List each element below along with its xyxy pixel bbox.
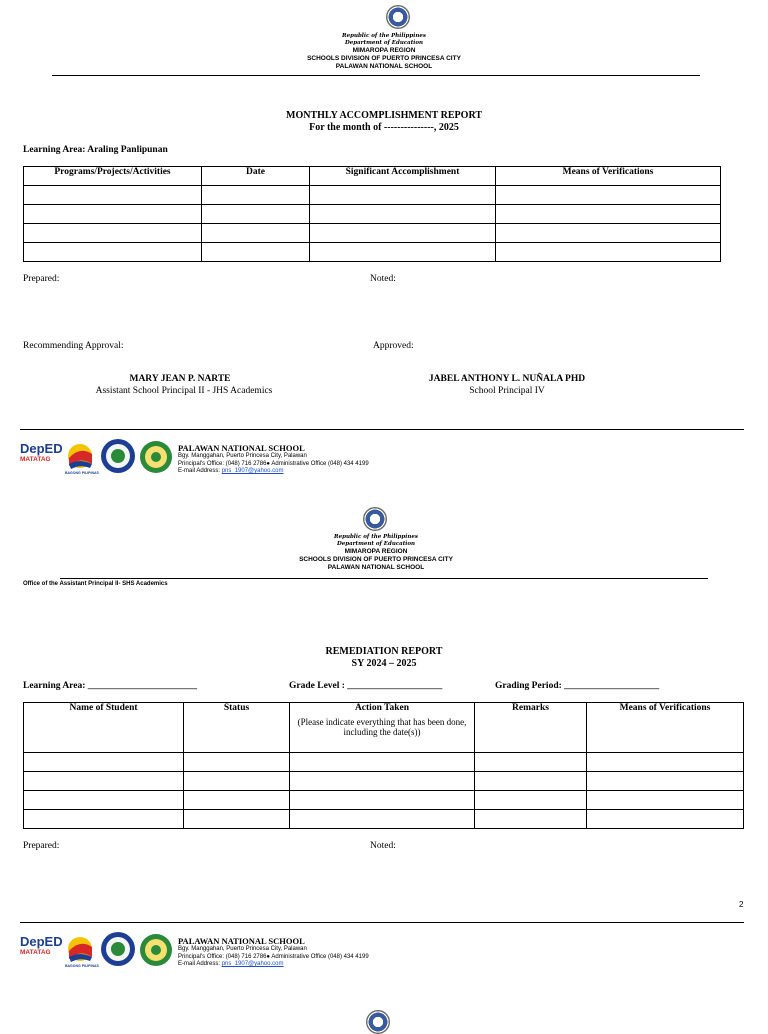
deped-logo — [20, 442, 63, 464]
table-cell[interactable] — [496, 186, 721, 205]
noted-label-2: Noted: — [370, 841, 396, 851]
table-cell[interactable] — [587, 753, 744, 772]
school-line: PALAWAN NATIONAL SCHOOL — [335, 63, 433, 70]
deped-seal-icon-2 — [363, 507, 387, 531]
table-cell[interactable] — [496, 243, 721, 262]
col-accomplishment: Significant Accomplishment — [310, 167, 496, 186]
table-cell[interactable] — [202, 186, 310, 205]
grading-period-field[interactable]: Grading Period: ____________________ — [495, 681, 660, 691]
region-line-2: MIMAROPA REGION — [344, 548, 408, 555]
table-row — [24, 753, 744, 772]
deped-seal-icon-3 — [366, 1010, 390, 1034]
table-cell[interactable] — [475, 791, 587, 810]
table-cell[interactable] — [24, 224, 202, 243]
col-action-label: Action Taken — [354, 703, 410, 713]
school-seal-icon — [139, 440, 173, 474]
table-row — [24, 243, 721, 262]
matatag-logo-text: MATATAG — [20, 456, 51, 463]
school-seal-icon-2 — [139, 933, 173, 967]
table-cell[interactable] — [184, 772, 290, 791]
division-line-2: SCHOOLS DIVISION OF PUERTO PRINCESA CITY — [299, 556, 453, 563]
matatag-logo-text-2: MATATAG — [20, 949, 51, 956]
table-row — [24, 772, 744, 791]
department-line-2: Department of Education — [336, 541, 416, 547]
email-label: E-mail Address: — [178, 468, 222, 474]
table-cell[interactable] — [475, 810, 587, 829]
division-seal-icon — [100, 438, 136, 474]
footer-rule-2 — [20, 922, 744, 923]
email-link-2[interactable]: pns_1907@yahoo.com — [221, 961, 284, 967]
page-number: 2 — [739, 900, 744, 909]
table-row — [24, 810, 744, 829]
footer-school-info-2 — [178, 936, 438, 969]
table-cell[interactable] — [184, 791, 290, 810]
table-cell[interactable] — [290, 772, 475, 791]
bagong-pilipinas-text-2: BAGONG PILIPINAS — [65, 964, 99, 968]
table-cell[interactable] — [310, 205, 496, 224]
table-cell[interactable] — [202, 243, 310, 262]
table-cell[interactable] — [310, 243, 496, 262]
table-row — [24, 186, 721, 205]
recommending-label: Recommending Approval: — [23, 341, 124, 351]
table-cell[interactable] — [184, 810, 290, 829]
action-note: (Please indicate everything that has been done, including the date(s)) — [297, 717, 467, 737]
signer1-name: MARY JEAN P. NARTE — [129, 374, 231, 384]
bagong-pilipinas-logo-icon — [66, 442, 96, 470]
table-cell[interactable] — [475, 753, 587, 772]
table-cell[interactable] — [24, 791, 184, 810]
header-rule-2 — [60, 578, 708, 579]
deped-logo-text: DepED — [20, 441, 63, 456]
deped-logo-text-2: DepED — [20, 934, 63, 949]
col-date: Date — [202, 167, 310, 186]
footer-school-name-2: PALAWAN NATIONAL SCHOOL — [178, 936, 305, 946]
col-action — [290, 703, 475, 753]
table-cell[interactable] — [24, 243, 202, 262]
table-row — [24, 205, 721, 224]
table-cell[interactable] — [24, 772, 184, 791]
col-programs: Programs/Projects/Activities — [24, 167, 202, 186]
table-cell[interactable] — [310, 224, 496, 243]
table-cell[interactable] — [290, 810, 475, 829]
remediation-table — [23, 702, 744, 829]
email-label-2: E-mail Address: — [178, 961, 222, 967]
prepared-label-2: Prepared: — [23, 841, 60, 851]
table-cell[interactable] — [290, 753, 475, 772]
learning-area-label: Learning Area: Araling Panlipunan — [23, 145, 168, 155]
grade-level-field[interactable]: Grade Level : ____________________ — [289, 681, 443, 691]
division-line: SCHOOLS DIVISION OF PUERTO PRINCESA CITY — [307, 55, 461, 62]
learning-area-field[interactable]: Learning Area: _______________________ — [23, 681, 197, 691]
col-student: Name of Student — [24, 703, 184, 753]
table-cell[interactable] — [24, 186, 202, 205]
signer2-title: School Principal IV — [469, 386, 545, 396]
prepared-label: Prepared: — [23, 274, 60, 284]
table-cell[interactable] — [290, 791, 475, 810]
school-line-2: PALAWAN NATIONAL SCHOOL — [327, 564, 425, 571]
approved-label: Approved: — [373, 341, 414, 351]
letterhead — [0, 33, 768, 71]
table-cell[interactable] — [24, 753, 184, 772]
col-remarks: Remarks — [475, 703, 587, 753]
bagong-pilipinas-text: BAGONG PILIPINAS — [65, 471, 99, 475]
footer-2 — [20, 931, 420, 971]
col-verifications: Means of Verifications — [496, 167, 721, 186]
republic-line-2: Republic of the Philippines — [334, 534, 418, 540]
footer-address-2: Bgy. Manggahan, Puerto Princesa City, Palawan — [178, 946, 307, 952]
remediation-subtitle: SY 2024 – 2025 — [351, 658, 417, 669]
header-rule — [52, 75, 700, 76]
footer — [20, 438, 420, 478]
signer2-name: JABEL ANTHONY L. NUÑALA PHD — [428, 374, 586, 384]
letterhead-2 — [0, 534, 760, 572]
accomplishment-table — [23, 166, 721, 262]
department-line: Department of Education — [344, 40, 424, 46]
table-cell[interactable] — [587, 810, 744, 829]
table-cell[interactable] — [184, 753, 290, 772]
deped-seal-icon — [386, 5, 410, 29]
col-status: Status — [184, 703, 290, 753]
table-cell[interactable] — [24, 205, 202, 224]
deped-logo-2 — [20, 935, 63, 957]
table-cell[interactable] — [24, 810, 184, 829]
table-cell[interactable] — [202, 205, 310, 224]
division-seal-icon-2 — [100, 931, 136, 967]
email-link[interactable]: pns_1907@yahoo.com — [221, 468, 284, 474]
office-label: Office of the Assistant Principal II- SHS Academics — [23, 581, 168, 587]
table-cell[interactable] — [587, 791, 744, 810]
report-title: MONTHLY ACCOMPLISHMENT REPORT — [286, 110, 482, 121]
footer-email-line — [178, 468, 438, 476]
footer-phones: Principal's Office: (048) 716 2786● Administrative Office (048) 434 4199 — [178, 460, 369, 467]
table-cell[interactable] — [496, 205, 721, 224]
footer-email-line-2 — [178, 961, 438, 969]
signer1-title: Assistant School Principal II - JHS Academics — [95, 386, 273, 396]
footer-address: Bgy. Manggahan, Puerto Princesa City, Palawan — [178, 453, 307, 459]
region-line: MIMAROPA REGION — [352, 47, 416, 54]
col-verifications-2: Means of Verifications — [587, 703, 744, 753]
table-cell[interactable] — [310, 186, 496, 205]
table-row — [24, 224, 721, 243]
footer-school-name: PALAWAN NATIONAL SCHOOL — [178, 443, 305, 453]
footer-phones-2: Principal's Office: (048) 716 2786● Administrative Office (048) 434 4199 — [178, 953, 369, 960]
noted-label: Noted: — [370, 274, 396, 284]
table-cell[interactable] — [587, 772, 744, 791]
footer-school-info — [178, 443, 438, 476]
table-cell[interactable] — [475, 772, 587, 791]
table-row — [24, 791, 744, 810]
republic-line: Republic of the Philippines — [342, 33, 426, 39]
table-cell[interactable] — [496, 224, 721, 243]
table-cell[interactable] — [202, 224, 310, 243]
footer-rule — [20, 429, 744, 430]
report-subtitle: For the month of ---------------, 2025 — [309, 122, 459, 133]
remediation-title: REMEDIATION REPORT — [325, 646, 443, 657]
bagong-pilipinas-logo-icon-2 — [66, 935, 96, 963]
